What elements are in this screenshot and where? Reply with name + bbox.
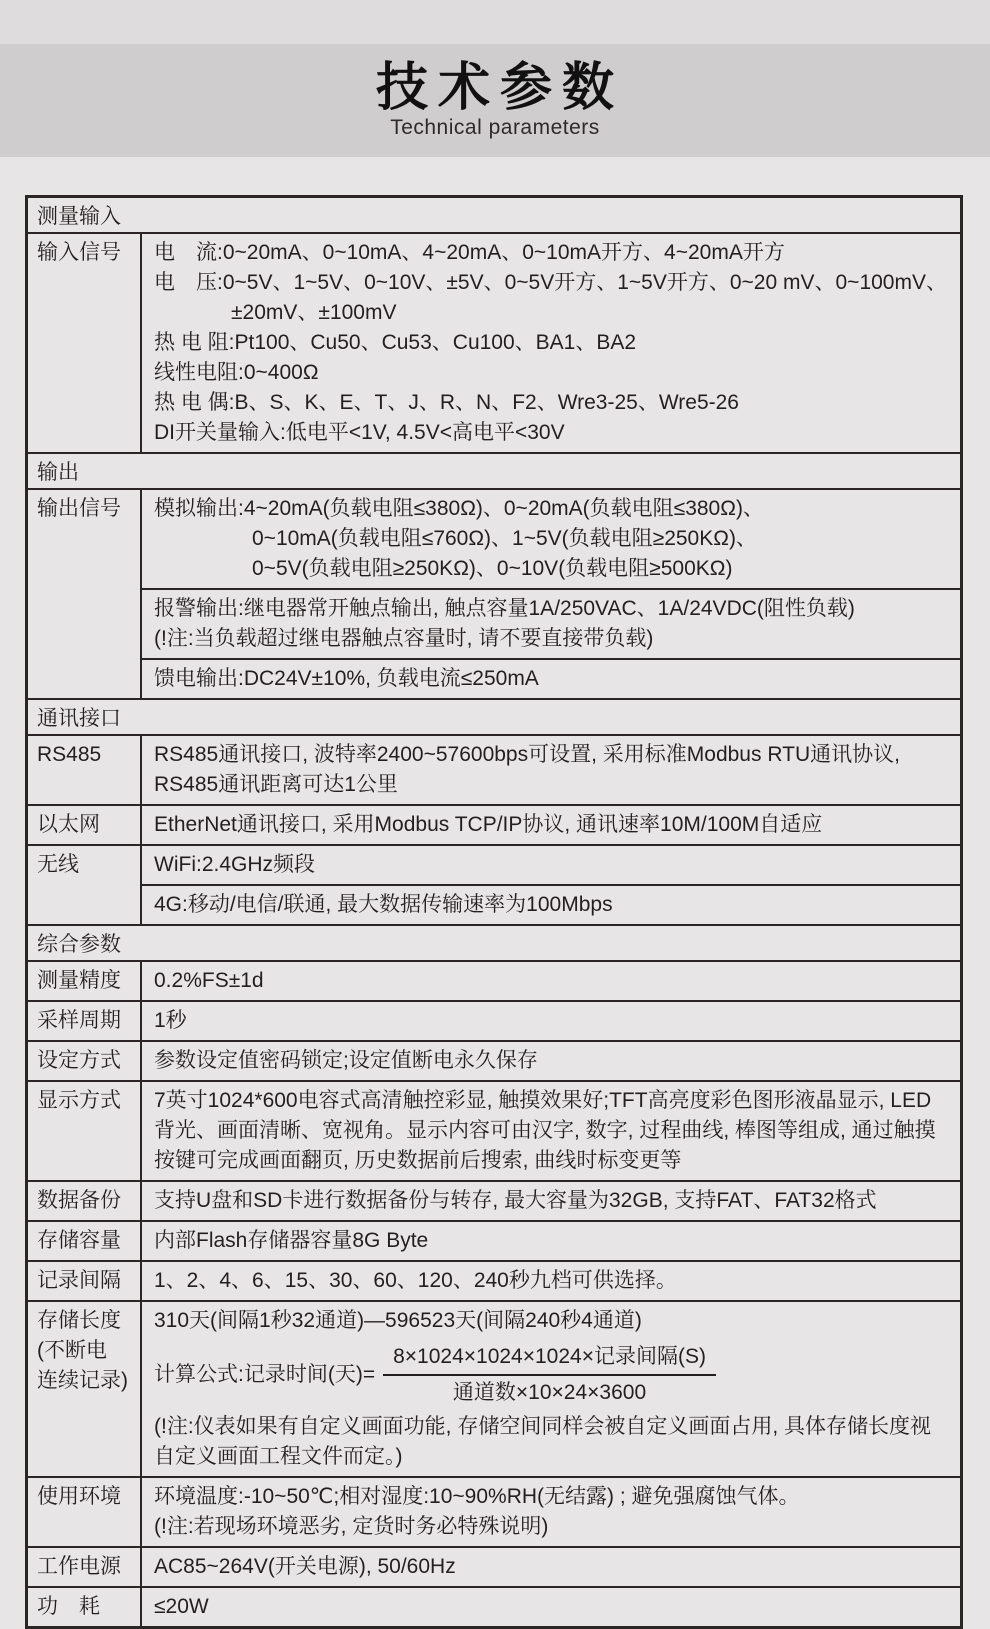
spec-line: 模拟输出:4~20mA(负载电阻≤380Ω)、0~20mA(负载电阻≤380Ω)、 [154,497,764,520]
row-power [28,1546,960,1586]
spec-line: RS485通讯接口, 波特率2400~57600bps可设置, 采用标准Modbus RTU通讯协议, [154,743,900,766]
row-label: 设定方式 [37,1049,121,1072]
formula-prefix: 计算公式:记录时间(天)= [154,1363,376,1386]
storage-formula [154,1342,950,1408]
row-consumption [28,1586,960,1626]
row-capacity [28,1220,960,1260]
formula-numerator: 8×1024×1024×1024×记录间隔(S) [383,1342,716,1376]
row-backup [28,1180,960,1220]
formula-denominator: 通道数×10×24×3600 [452,1381,647,1404]
row-value [140,1002,960,1040]
section-label: 综合参数 [37,933,121,956]
row-value [140,234,960,452]
row-accuracy [28,960,960,1000]
spec-line: 1、2、4、6、15、30、60、120、240秒九档可供选择。 [154,1269,677,1292]
row-sampling [28,1000,960,1040]
row-label: 功 耗 [37,1595,100,1618]
row-value [140,1262,960,1300]
top-strip [0,0,990,44]
row-label: 使用环境 [37,1485,121,1508]
row-output-signal [28,488,960,698]
row-interval [28,1260,960,1300]
row-value [140,1588,960,1626]
row-value [140,1478,960,1546]
section-general [28,924,960,960]
row-label: 输出信号 [37,497,121,520]
section-label: 通讯接口 [37,707,121,730]
spec-line: 线性电阻:0~400Ω [154,361,319,384]
page-title: 技术参数 [375,58,624,117]
row-label: 存储容量 [37,1229,121,1252]
spec-line: WiFi:2.4GHz频段 [154,853,316,876]
spec-line: 环境温度:-10~50℃;相对湿度:10~90%RH(无结露) ; 避免强腐蚀气体。 [154,1485,800,1508]
spec-line: 热 电 偶:B、S、K、E、T、J、R、N、F2、Wre3-25、Wre5-26 [154,391,739,414]
spec-line: 1秒 [154,1009,187,1032]
row-label: 测量精度 [37,969,121,992]
spec-line: 支持U盘和SD卡进行数据备份与转存, 最大容量为32GB, 支持FAT、FAT32格式 [154,1189,877,1212]
row-label: 数据备份 [37,1189,121,1212]
row-rs485 [28,734,960,804]
spec-line: 310天(间隔1秒32通道)—596523天(间隔240秒4通道) [154,1309,642,1332]
spec-line: 内部Flash存储器容量8G Byte [154,1229,429,1252]
spec-table [25,195,963,1629]
spec-line: ≤20W [154,1595,209,1618]
row-label: 工作电源 [37,1555,121,1578]
page-subtitle: Technical parameters [390,116,600,140]
spec-paragraph: (!注:仪表如果有自定义画面功能, 存储空间同样会被自定义画面占用, 具体存储长度视自定义画面工程文件而定。) [154,1415,931,1468]
row-label: RS485 [37,743,102,766]
spec-line: 参数设定值密码锁定;设定值断电永久保存 [154,1049,538,1072]
spec-line: 电 压:0~5V、1~5V、0~10V、±5V、0~5V开方、1~5V开方、0~20 mV、0~100mV、 [154,271,947,294]
label-line: (不断电 [37,1339,107,1362]
spec-paragraph: 7英寸1024*600电容式高清触控彩显, 触摸效果好;TFT高亮度彩色图形液晶显示, LED背光、画面清晰、宽视角。显示内容可由汉字, 数字, 过程曲线, 棒图等组成, 通过触摸按键可完成画面翻页, 历史数据前后搜索, 曲线时标变更等 [154,1089,936,1172]
spec-line: ±20mV、±100mV [231,301,397,324]
label-line: 连续记录) [37,1369,128,1392]
title-band [0,44,990,157]
label-line: 存储长度 [37,1309,121,1332]
spec-line: 4G:移动/电信/联通, 最大数据传输速率为100Mbps [154,893,613,916]
row-storage-length [28,1300,960,1476]
spec-line: 0~5V(负载电阻≥250KΩ)、0~10V(负载电阻≥500KΩ) [252,557,733,580]
spec-line: 热 电 阻:Pt100、Cu50、Cu53、Cu100、BA1、BA2 [154,331,637,354]
row-label: 无线 [37,853,79,876]
row-value [140,1548,960,1586]
row-value [140,1042,960,1080]
section-comm [28,698,960,734]
spec-line: 0.2%FS±1d [154,969,264,992]
spec-line: 0~10mA(负载电阻≤760Ω)、1~5V(负载电阻≥250KΩ)、 [252,527,757,550]
section-measure-input [28,198,960,232]
row-environment [28,1476,960,1546]
spec-line: RS485通讯距离可达1公里 [154,773,398,796]
row-value [140,1302,960,1476]
row-value [140,846,960,924]
spec-line: 馈电输出:DC24V±10%, 负载电流≤250mA [154,667,539,690]
alarm-output-block [142,588,960,658]
row-label: 显示方式 [37,1089,121,1112]
row-label: 以太网 [37,813,100,836]
row-value [140,1222,960,1260]
row-value [140,962,960,1000]
spec-line: (!注:若现场环境恶劣, 定货时务必特殊说明) [154,1515,549,1538]
row-label: 输入信号 [37,241,121,264]
analog-output-block [142,490,960,588]
section-label: 输出 [37,461,79,484]
section-label: 测量输入 [37,205,121,228]
row-value [140,1082,960,1180]
row-wireless [28,844,960,924]
spec-line: AC85~264V(开关电源), 50/60Hz [154,1555,456,1578]
section-output [28,452,960,488]
feed-output-block [142,658,960,698]
row-label: 记录间隔 [37,1269,121,1292]
cellular-block [142,884,960,924]
row-input-signal [28,232,960,452]
wifi-block [142,846,960,884]
spec-line: EtherNet通讯接口, 采用Modbus TCP/IP协议, 通讯速率10M/100M自适应 [154,813,823,836]
spec-line: 电 流:0~20mA、0~10mA、4~20mA、0~10mA开方、4~20mA开方 [154,241,785,264]
spec-line: 报警输出:继电器常开触点输出, 触点容量1A/250VAC、1A/24VDC(阻性负载) [154,597,855,620]
row-label: 采样周期 [37,1009,121,1032]
row-value [140,736,960,804]
spec-line: (!注:当负载超过继电器触点容量时, 请不要直接带负载) [154,627,654,650]
row-setting [28,1040,960,1080]
row-value [140,1182,960,1220]
row-ethernet [28,804,960,844]
row-label [28,1302,140,1476]
spec-line: DI开关量输入:低电平<1V, 4.5V<高电平<30V [154,421,565,444]
row-value [140,806,960,844]
row-display [28,1080,960,1180]
formula-fraction [383,1342,716,1408]
row-value [140,490,960,698]
